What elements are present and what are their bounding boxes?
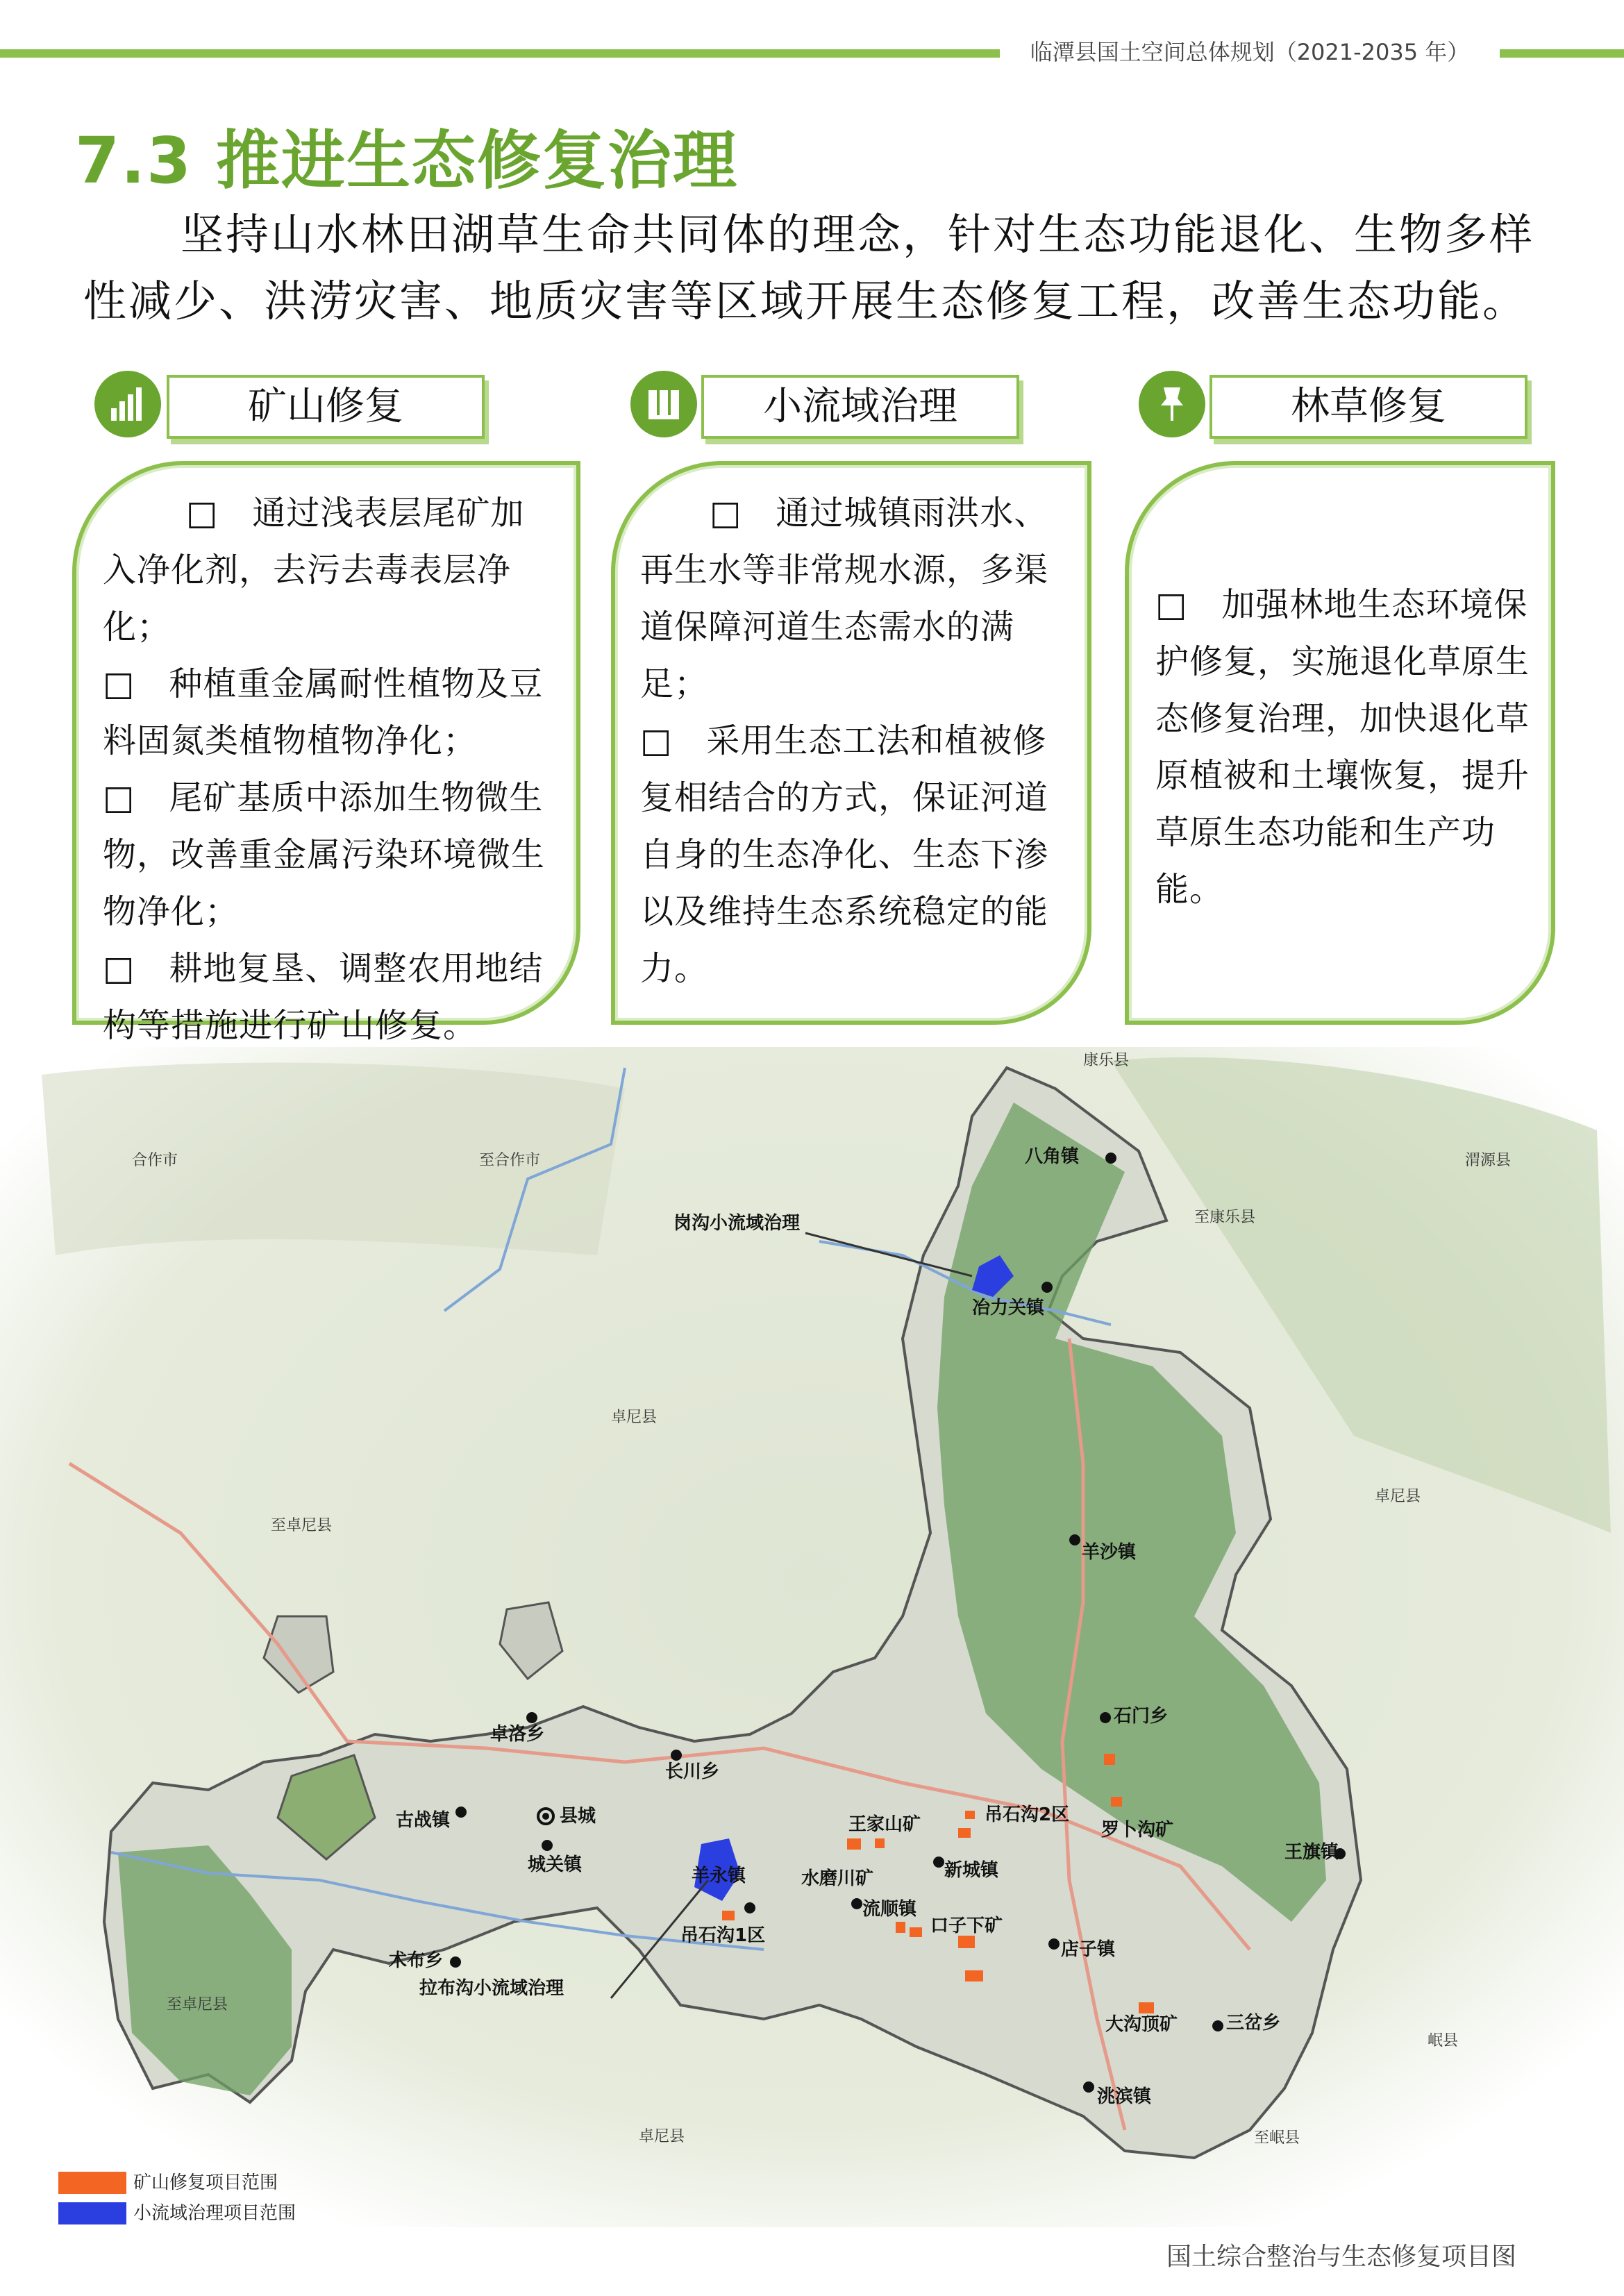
label-yangsha: 羊沙镇	[1082, 1542, 1137, 1563]
town-point	[1083, 2081, 1094, 2093]
label-gangou-watershed: 岗沟小流域治理	[673, 1213, 801, 1234]
town-point	[851, 1898, 862, 1909]
tab-watershed-management: 小流域治理	[701, 375, 1019, 439]
mine-area	[1104, 1754, 1115, 1765]
label-guzhan: 古战镇	[396, 1810, 451, 1831]
town-point	[1041, 1282, 1053, 1293]
label-bajiao: 八角镇	[1025, 1146, 1080, 1167]
town-point	[450, 1956, 461, 1968]
header-rule-right	[1500, 49, 1624, 58]
legend-mine	[58, 2169, 419, 2197]
watershed-item-2: □ 采用生态工法和植被修复相结合的方式，保证河道自身的生态净化、生态下渗以及维持生态系统稳定的能力。	[640, 721, 1049, 988]
label-yangyong: 羊永镇	[692, 1866, 746, 1886]
mine-area	[722, 1911, 735, 1920]
town-point	[542, 1840, 553, 1851]
bar-chart-icon	[94, 371, 161, 437]
town-point	[455, 1807, 467, 1818]
header-rule-left	[0, 49, 1000, 58]
mine-area	[896, 1922, 905, 1933]
town-point	[744, 1902, 755, 1913]
label-dagouding-mine: 大沟顶矿	[1105, 2014, 1178, 2035]
mine-item-1: □ 通过浅表层尾矿加入净化剂，去污去毒表层净化；	[103, 494, 525, 646]
card-mine-restoration	[72, 461, 580, 1045]
label-zhuoni-south: 卓尼县	[639, 2128, 685, 2145]
label-to-zhuoni-west: 至卓尼县	[271, 1517, 333, 1534]
mine-area	[965, 1811, 975, 1819]
town-point	[933, 1857, 944, 1868]
label-hezuo: 合作市	[132, 1152, 178, 1169]
mine-area	[1111, 1797, 1122, 1807]
label-kangle: 康乐县	[1083, 1052, 1130, 1069]
mine-area	[1139, 2002, 1154, 2013]
label-wangjiashan-mine: 王家山矿	[848, 1814, 921, 1835]
label-min: 岷县	[1428, 2032, 1459, 2050]
label-wangqi: 王旗镇	[1284, 1842, 1339, 1863]
label-taobin: 洮滨镇	[1097, 2086, 1152, 2107]
town-point	[526, 1712, 537, 1723]
legend-label-watershed: 小流域治理项目范围	[133, 2203, 296, 2224]
label-to-kangle: 至康乐县	[1194, 1209, 1256, 1226]
legend-swatch-watershed	[58, 2202, 126, 2224]
legend-label-mine: 矿山修复项目范围	[133, 2172, 278, 2193]
label-changchuan: 长川乡	[665, 1761, 720, 1782]
label-xincheng: 新城镇	[944, 1860, 999, 1881]
label-zhuoluo: 卓洛乡	[490, 1724, 545, 1745]
watershed-item-1: □ 通过城镇雨洪水、再生水等非常规水源，多渠道保障河道生态需水的满足；	[640, 494, 1049, 703]
label-shuimochuan-mine: 水磨川矿	[801, 1868, 874, 1889]
label-luobugou-mine: 罗卜沟矿	[1101, 1820, 1174, 1841]
mine-area	[847, 1838, 861, 1850]
pushpin-icon	[1139, 371, 1205, 437]
label-liushun: 流顺镇	[862, 1899, 917, 1920]
section-intro: 坚持山水林田湖草生命共同体的理念，针对生态功能退化、生物多样性减少、洪涝灾害、地质灾害等区域开展生态修复工程，改善生态功能。	[83, 209, 1535, 326]
map-caption: 国土综合整治与生态修复项目图	[1166, 2243, 1517, 2271]
tab-mine-restoration: 矿山修复	[167, 375, 485, 439]
mine-area	[875, 1838, 885, 1848]
label-yeliguan: 冶力关镇	[972, 1298, 1045, 1318]
label-zhuoni-east: 卓尼县	[1375, 1488, 1421, 1505]
section-title: 7.3 推进生态修复治理	[75, 124, 739, 198]
tab-forest-grass-restoration: 林草修复	[1209, 375, 1527, 439]
label-shubu: 术布乡	[389, 1950, 444, 1971]
county-seat-point	[542, 1813, 549, 1820]
town-point	[1048, 1938, 1060, 1950]
label-county-seat: 县城	[560, 1806, 596, 1827]
label-shimen: 石门乡	[1114, 1706, 1169, 1727]
mine-item-3: □ 尾矿基质中添加生物微生物，改善重金属污染环境微生物净化；	[103, 778, 546, 931]
town-point	[1105, 1153, 1116, 1164]
label-kouzixia-mine: 口子下矿	[930, 1916, 1003, 1936]
legend-swatch-mine	[58, 2172, 126, 2194]
mine-item-2: □ 种植重金属耐性植物及豆料固氮类植物植物净化；	[103, 664, 544, 760]
mine-area	[958, 1828, 971, 1838]
mine-item-4: □ 耕地复垦、调整农用地结构等措施进行矿山修复。	[103, 949, 544, 1045]
label-zhuoni-north: 卓尼县	[611, 1409, 658, 1426]
label-to-hezuo: 至合作市	[479, 1152, 541, 1169]
label-diaoshigou-1: 吊石沟1区	[680, 1925, 766, 1946]
mine-area	[965, 1970, 983, 1981]
document-title: 临潭县国土空间总体规划（2021-2035 年）	[1030, 39, 1470, 65]
town-point	[671, 1750, 682, 1761]
card-watershed-management	[611, 461, 1091, 1025]
label-chengguan: 城关镇	[528, 1854, 583, 1875]
mine-area	[958, 1936, 975, 1948]
card-forest-grass-restoration	[1125, 461, 1555, 1025]
label-labugou-watershed: 拉布沟小流域治理	[419, 1978, 564, 1999]
town-point	[1100, 1712, 1111, 1723]
label-sancha: 三岔乡	[1226, 2013, 1281, 2034]
legend-watershed	[58, 2199, 419, 2227]
town-point	[1212, 2020, 1223, 2031]
book-icon	[630, 371, 697, 437]
label-to-min: 至岷县	[1254, 2129, 1300, 2147]
label-dianzi: 店子镇	[1061, 1939, 1116, 1960]
mine-area	[910, 1927, 922, 1937]
label-weiyuan: 渭源县	[1465, 1152, 1512, 1169]
town-point	[1069, 1534, 1080, 1545]
restoration-project-map	[0, 1047, 1624, 2227]
label-to-zhuoni-southwest: 至卓尼县	[167, 1996, 228, 2013]
label-diaoshigou-2: 吊石沟2区	[985, 1804, 1070, 1825]
forest-item-1: □ 加强林地生态环境保护修复，实施退化草原生态修复治理，加快退化草原植被和土壤恢复，提升草原生态功能和生产功能。	[1155, 585, 1530, 909]
